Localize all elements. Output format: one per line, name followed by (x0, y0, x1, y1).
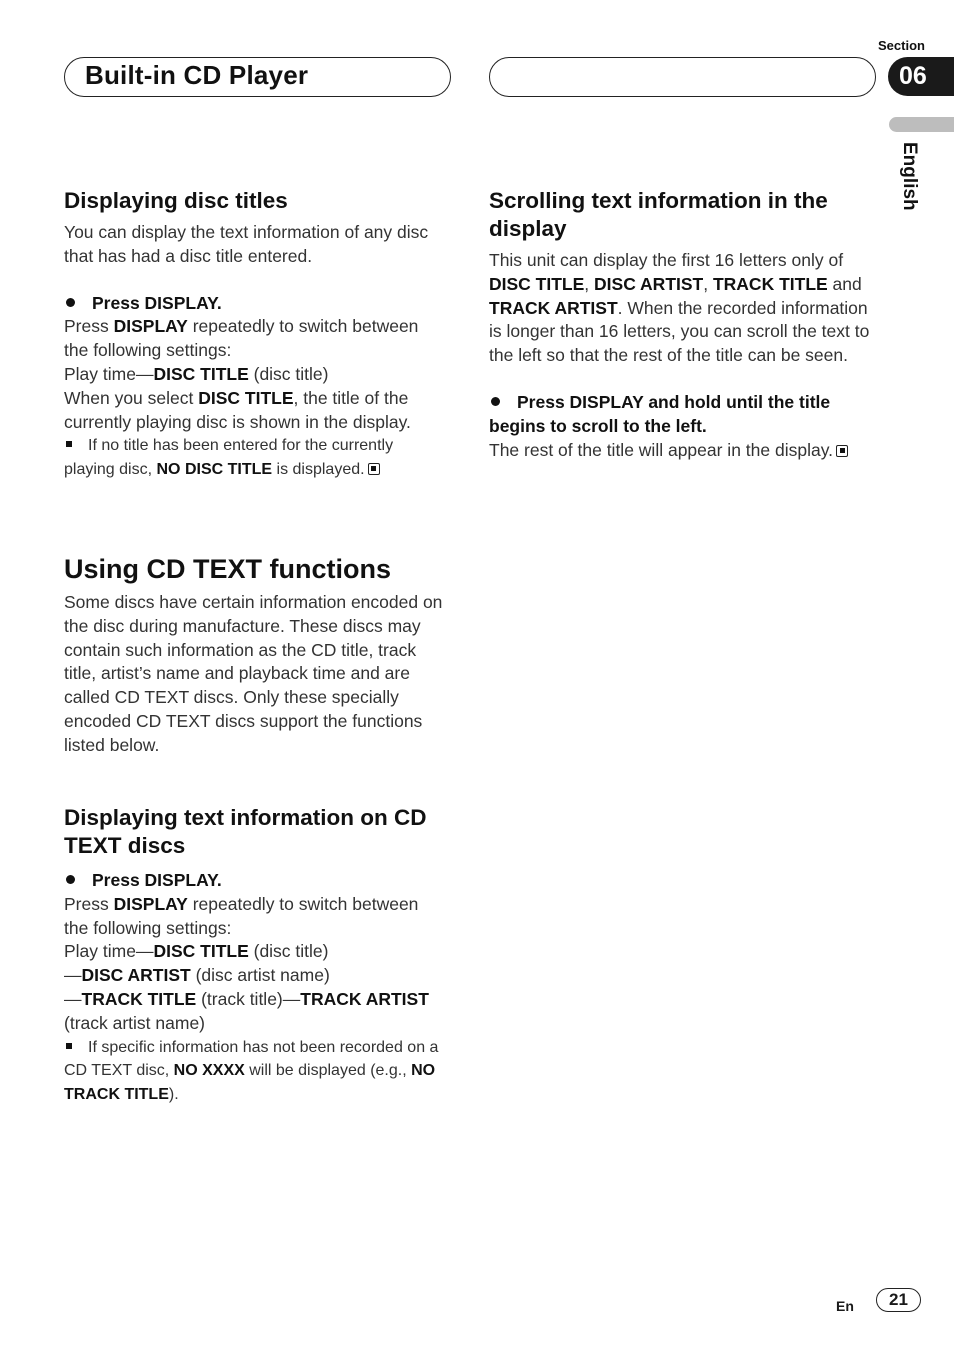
cd-text-heading: Using CD TEXT functions (64, 554, 391, 584)
key-disc-title: DISC TITLE (153, 363, 249, 384)
key-track-artist: TRACK ARTIST (300, 988, 429, 1009)
text: If specific information has not been recorded on a CD TEXT disc, (64, 1038, 439, 1080)
text: . When the recorded information is longer than 16 letters, you can scroll the text to the left so that the rest of the title can be seen. (489, 297, 870, 366)
scrolling-step (489, 391, 871, 439)
disc-titles-note (64, 434, 446, 481)
end-of-section-icon (368, 463, 380, 475)
text: (disc title) (248, 941, 329, 962)
scrolling-intro (489, 249, 871, 368)
text: Play time— (64, 363, 154, 384)
key-disc-title: DISC TITLE (153, 941, 249, 962)
key-track-title: TRACK TITLE (712, 273, 828, 294)
key-disc-artist: DISC ARTIST (594, 273, 704, 294)
text: When you select (64, 387, 199, 408)
text: This unit can display the first 16 letters only of (489, 250, 844, 270)
scrolling-result (489, 439, 871, 463)
section-number-tab: 06 (888, 57, 954, 96)
key-display: DISPLAY (113, 893, 188, 914)
disc-titles-settings (64, 363, 446, 387)
disc-titles-heading: Displaying disc titles (64, 188, 288, 213)
text: (disc title) (248, 363, 329, 384)
text: (track artist name) (64, 1012, 205, 1033)
text: repeatedly to switch between the following settings: (64, 893, 419, 938)
text: Play time— (64, 941, 154, 962)
text-info-section (64, 804, 446, 1106)
key-no-track-title: NO TRACK TITLE (64, 1062, 436, 1103)
language-label: English (899, 142, 920, 211)
text: and (827, 273, 862, 294)
text: If no title has been entered for the currently playing disc, (64, 437, 394, 478)
text: (track title)— (196, 988, 301, 1009)
disc-titles-intro: You can display the text information of any disc that has had a disc title entered. (64, 222, 429, 266)
text: repeatedly to switch between the following settings: (64, 316, 419, 361)
bullet-icon (491, 397, 500, 406)
text: — (64, 988, 82, 1009)
end-of-section-icon (836, 445, 848, 457)
scrolling-step-text: Press DISPLAY and hold until the title begins to scroll to the left. (489, 391, 831, 436)
text: — (64, 965, 82, 986)
cd-text-body: Some discs have certain information encoded on the disc during manufacture. These discs may contain such information as the CD title, track title, artist’s name and playback time and are called CD TEXT discs. Only these specially encoded CD TEXT discs support the functions listed below. (64, 592, 443, 755)
header-blank-frame (489, 57, 876, 97)
key-display: DISPLAY (113, 316, 188, 337)
text-info-sequence (64, 940, 446, 1035)
disc-titles-select (64, 387, 446, 435)
note-square-icon (66, 441, 72, 447)
key-disc-artist: DISC ARTIST (81, 965, 191, 986)
disc-titles-step (64, 292, 446, 316)
language-bar (889, 117, 954, 132)
text: , the title of the currently playing disc is shown in the display. (64, 387, 411, 432)
text: (disc artist name) (190, 965, 330, 986)
page-number: 21 (876, 1288, 921, 1312)
footer-language-code: En (836, 1298, 854, 1314)
key-track-title: TRACK TITLE (81, 988, 197, 1009)
key-no-disc-title: NO DISC TITLE (156, 460, 273, 478)
text-info-note (64, 1036, 446, 1107)
bullet-icon (66, 298, 75, 307)
text: is displayed. (272, 460, 365, 478)
disc-titles-section (64, 187, 446, 481)
note-square-icon (66, 1043, 72, 1049)
scrolling-heading: Scrolling text information in the display (489, 188, 828, 241)
text: , (703, 273, 713, 294)
cd-text-section (64, 553, 446, 758)
key-disc-title: DISC TITLE (489, 273, 585, 294)
disc-titles-press (64, 315, 446, 363)
header-title-frame (64, 57, 451, 97)
bullet-icon (66, 875, 75, 884)
text-info-step (64, 869, 446, 893)
text: will be displayed (e.g., (244, 1062, 412, 1080)
text-info-press (64, 893, 446, 941)
text-info-step-text: Press DISPLAY. (92, 870, 222, 890)
scrolling-section (489, 187, 871, 462)
text: ). (168, 1085, 179, 1103)
key-track-artist: TRACK ARTIST (489, 297, 618, 318)
key-disc-title: DISC TITLE (198, 387, 294, 408)
text-info-heading: Displaying text information on CD TEXT discs (64, 805, 427, 858)
key-no-xxxx: NO XXXX (173, 1062, 245, 1080)
section-label: Section (878, 38, 925, 53)
text: Press (64, 316, 114, 337)
text: The rest of the title will appear in the display. (489, 439, 834, 460)
text: , (584, 273, 595, 294)
disc-titles-step-text: Press DISPLAY. (92, 292, 222, 313)
text: Press (64, 893, 114, 914)
page-title: Built-in CD Player (85, 60, 309, 90)
